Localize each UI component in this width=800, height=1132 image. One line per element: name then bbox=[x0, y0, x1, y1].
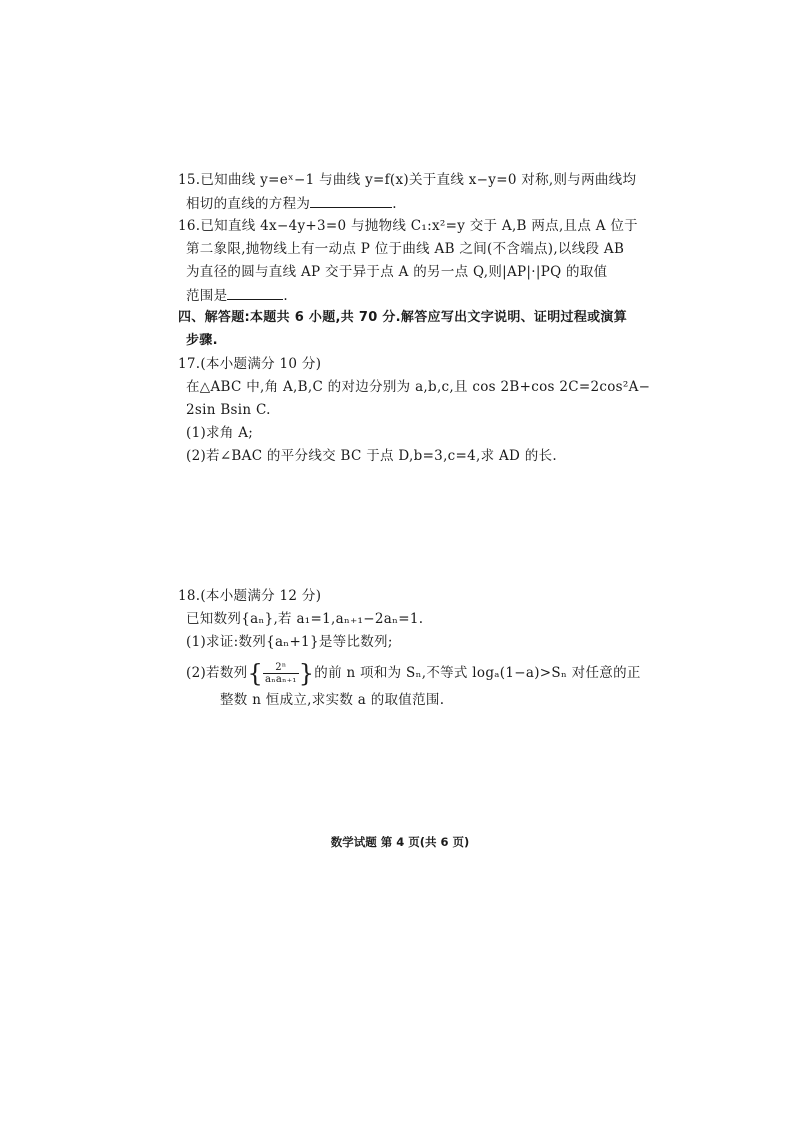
q17-line-1: 在△ABC 中,角 A,B,C 的对边分别为 a,b,c,且 cos 2B+cos 2C=2cos²A− bbox=[186, 379, 651, 395]
right-brace: } bbox=[298, 659, 315, 688]
q16-line-3: 为直径的圆与直线 AP 交于异于点 A 的另一点 Q,则|AP|·|PQ 的取值 bbox=[186, 264, 608, 280]
q18-part-2-suffix: 的前 n 项和为 Sₙ,不等式 logₐ(1−a)>Sₙ 对任意的正 bbox=[314, 665, 641, 681]
q17-part-2: (2)若∠BAC 的平分线交 BC 于点 D,b=3,c=4,求 AD 的长. bbox=[186, 448, 557, 464]
q18-part-2-prefix: (2)若数列 bbox=[186, 665, 248, 681]
section-4-heading-cont: 步骤. bbox=[186, 333, 218, 348]
q16-line-2: 第二象限,抛物线上有一动点 P 位于曲线 AB 之间(不含端点),以线段 AB bbox=[186, 241, 625, 257]
sequence-fraction bbox=[263, 662, 299, 685]
q16-answer-blank[interactable] bbox=[227, 285, 283, 300]
q16-line-4: 范围是 . bbox=[186, 285, 626, 306]
q17-header: 17.(本小题满分 10 分) bbox=[178, 356, 322, 372]
section-4-heading: 四、解答题:本题共 6 小题,共 70 分.解答应写出文字说明、证明过程或演算 bbox=[178, 310, 628, 325]
fraction-denominator: aₙaₙ₊₁ bbox=[265, 674, 297, 685]
q16-line-1: 16.已知直线 4x−4y+3=0 与抛物线 C₁:x²=y 交于 A,B 两点,且点 A 位于 bbox=[178, 218, 638, 234]
page-footer: 数学试题 第 4 页(共 6 页) bbox=[330, 835, 470, 849]
q17-part-1: (1)求角 A; bbox=[186, 425, 254, 441]
q18-part-2-line-2: 整数 n 恒成立,求实数 a 的取值范围. bbox=[220, 692, 445, 708]
q18-header: 18.(本小题满分 12 分) bbox=[178, 588, 322, 604]
q17-line-2: 2sin Bsin C. bbox=[186, 402, 271, 418]
q18-part-2 bbox=[186, 659, 641, 688]
q15-line-1: 15.已知曲线 y=eˣ−1 与曲线 y=f(x)关于直线 x−y=0 对称,则与两曲线均 bbox=[178, 172, 637, 188]
q15-line-2: 相切的直线的方程为 . bbox=[186, 193, 626, 214]
fraction-numerator: 2ⁿ bbox=[263, 662, 299, 674]
q15-line-2-text: 相切的直线的方程为 bbox=[186, 196, 311, 212]
q15-answer-blank[interactable] bbox=[310, 193, 392, 208]
q18-line-1: 已知数列{aₙ},若 a₁=1,aₙ₊₁−2aₙ=1. bbox=[186, 611, 424, 627]
q16-line-4-text: 范围是 bbox=[186, 288, 228, 304]
q18-part-1: (1)求证:数列{aₙ+1}是等比数列; bbox=[186, 634, 393, 650]
left-brace: { bbox=[247, 659, 264, 688]
